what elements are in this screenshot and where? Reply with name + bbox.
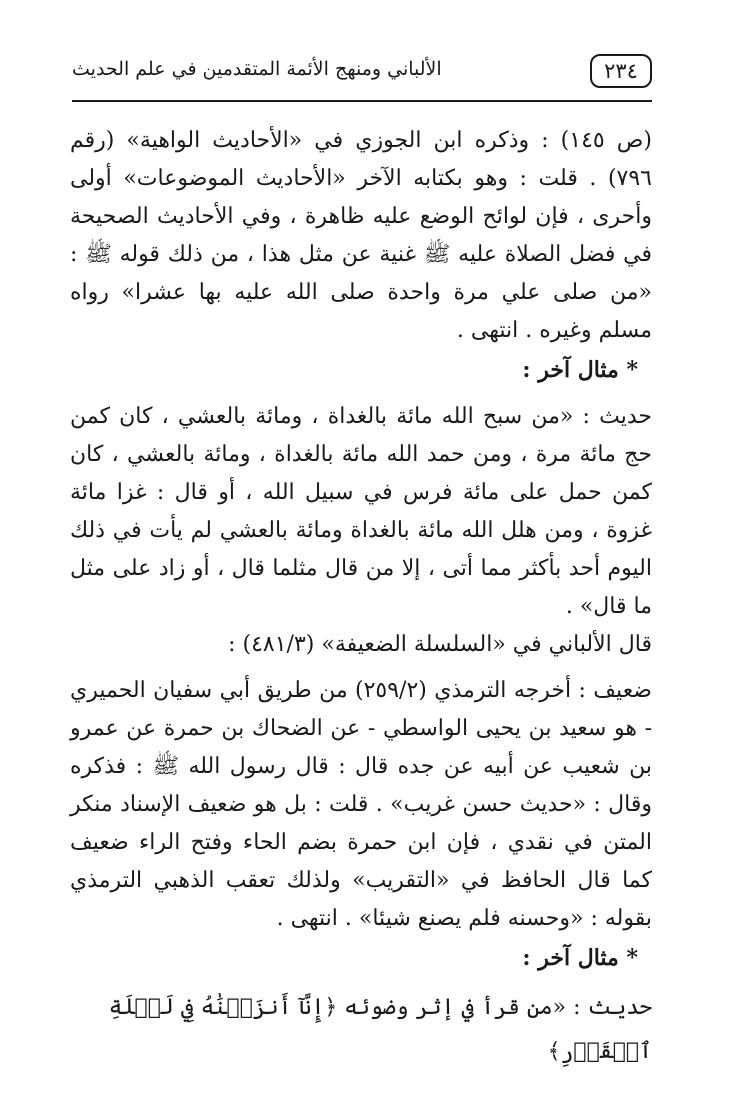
paragraph-1: (ص ١٤٥) : وذكره ابن الجوزي في «الأحاديث الواهية» (رقم ٧٩٦) . قلت : وهو بكتابه الآخر «الأحاديث الموضوعات» أولى وأحرى ، فإن لوائح الوضع عليه ظاهرة ، وفي الأحاديث الصحيحة في فضل الصلاة عليه ﷺ غنية عن مثل هذا ، من ذلك قوله ﷺ : «من صلى علي مرة واحدة صلى الله عليه بها عشرا» رواه مسلم وغيره . انتهى .: [70, 128, 652, 343]
header-rule: [72, 100, 652, 102]
paragraph-2: حديث : «من سبح الله مائة بالغداة ، ومائة بالعشي ، كان كمن حج مائة مرة ، ومن حمد الله مائة بالغداة ، ومائة بالعشي ، كان كمن حمل على مائة فرس في سبيل الله ، أو قال : غزا مائة غزوة ، ومن هلل الله مائة بالغداة ومائة بالعشي لم يأت في ذلك اليوم أحد بأكثر مما أتى ، إلا من قال مثلما قال ، أو زاد على مثل ما قال» .: [70, 404, 652, 619]
paragraph-4: ضعيف : أخرجه الترمذي (٢٥٩/٢) من طريق أبي سفيان الحميري - هو سعيد بن يحيى الواسطي - عن الضحاك بن حمرة عن عمرو بن شعيب عن أبيه عن جده قال : قال رسول الله ﷺ : فذكره وقال : «حديث حسن غريب» . قلت : بل هو ضعيف الإسناد منكر المتن في نقدي ، فإن ابن حمرة بضم الحاء وفتح الراء ضعيف كما قال الحافظ في «التقريب» ولذلك تعقب الذهبي الترمذي بقوله : «وحسنه فلم يصنع شيئا» . انتهى .: [70, 678, 652, 931]
paragraph-5: حديث : «من قرأ في إثر وضوئه ﴿إِنَّآ أَنزَلۡنَٰهُ فِي لَيۡلَةِ ٱلۡقَدۡرِ﴾: [108, 995, 652, 1064]
page-number: ٢٣٤: [590, 54, 652, 88]
page-header: [72, 52, 652, 102]
paragraph-3: قال الألباني في «السلسلة الضعيفة» (٤٨١/٣) :: [228, 632, 652, 657]
running-title: الألباني ومنهج الأئمة المتقدمين في علم الحديث: [72, 58, 442, 80]
spacer: [70, 978, 652, 986]
example-heading-1: * مثال آخر :: [522, 357, 638, 383]
spacer: [70, 664, 652, 672]
spacer: [70, 390, 652, 398]
body-text: [70, 122, 652, 1074]
example-heading-2: * مثال آخر :: [522, 945, 638, 971]
